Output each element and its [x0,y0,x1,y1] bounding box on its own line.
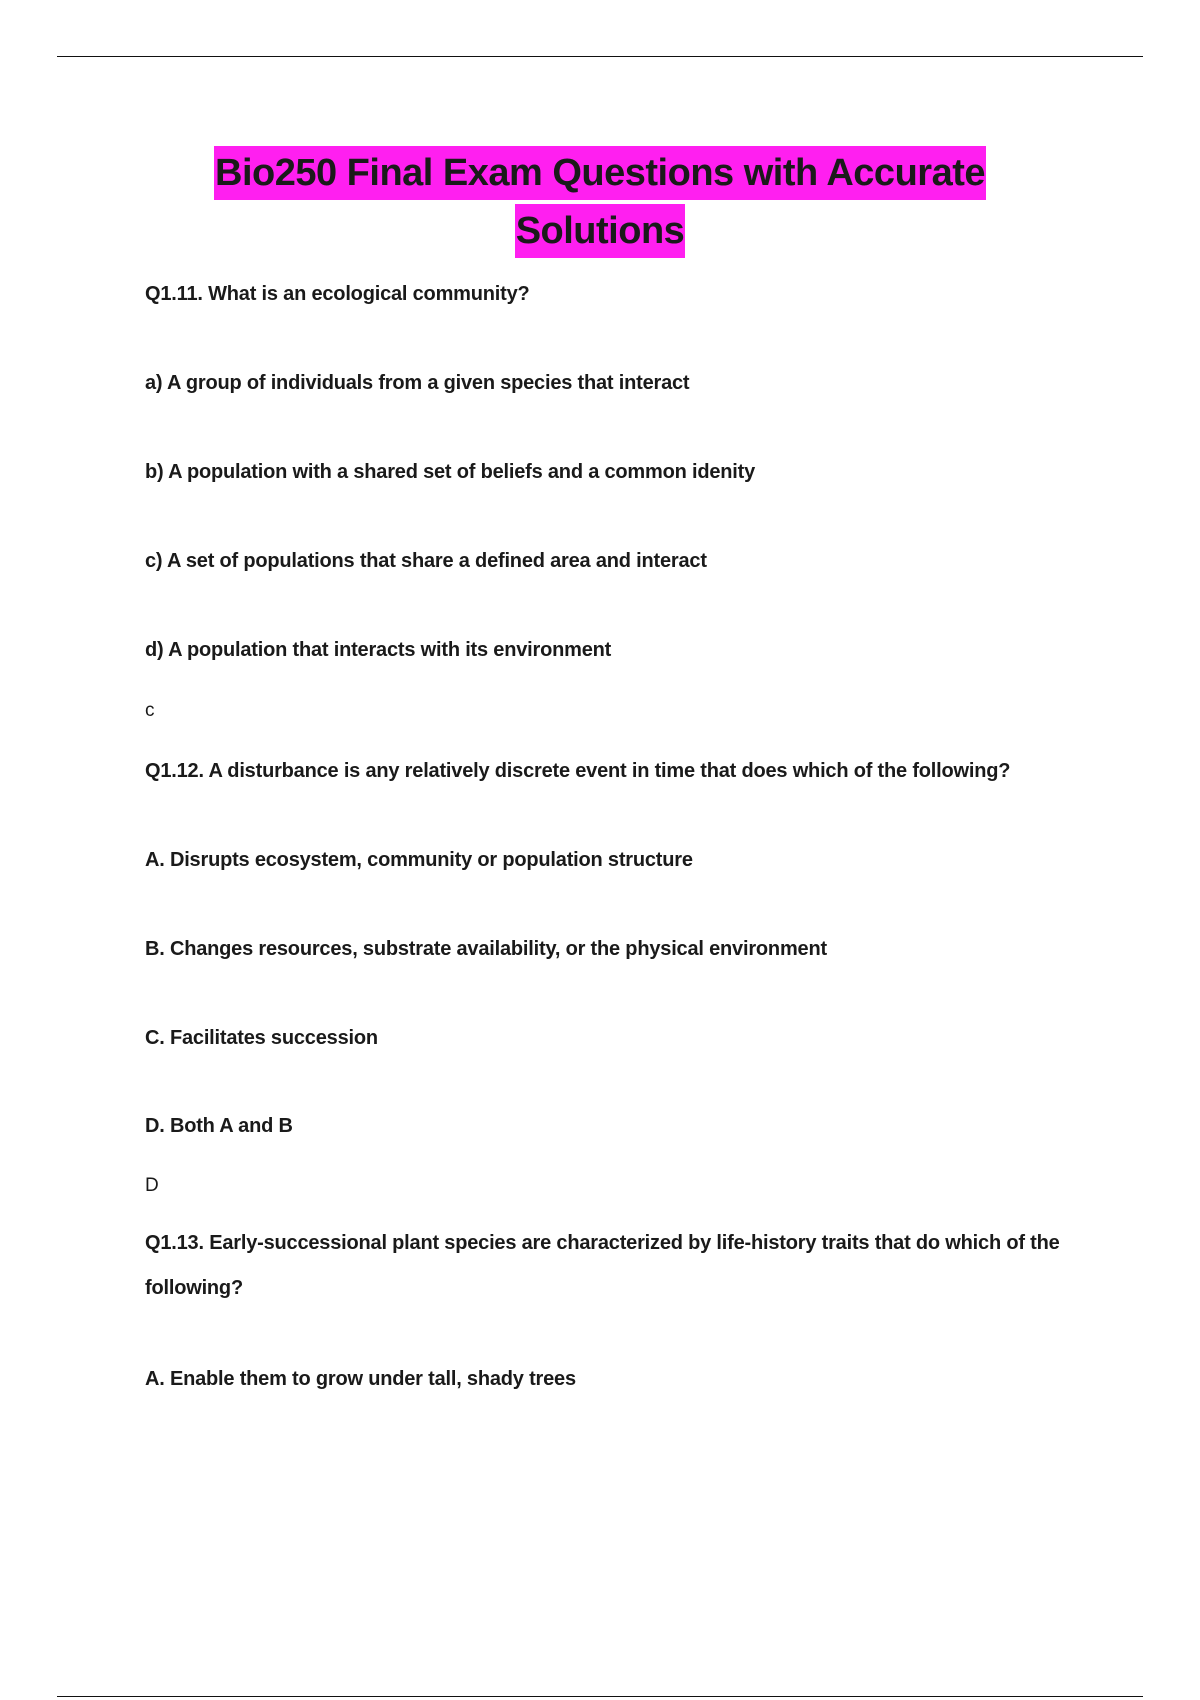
correct-answer: c [145,700,155,721]
question-prompt: Q1.13. Early-successional plant species are characterized by life-history traits that do which of the following? [145,1232,1060,1299]
header-rule [57,56,1143,57]
footer-rule [57,1696,1143,1697]
title-line-2: Solutions [515,204,686,258]
answer-option: B. Changes resources, substrate availability, or the physical environment [145,938,827,960]
answer-option: a) A group of individuals from a given species that interact [145,372,690,394]
answer-option: A. Disrupts ecosystem, community or population structure [145,849,693,871]
answer-option: A. Enable them to grow under tall, shady trees [145,1368,576,1390]
title-line-1: Bio250 Final Exam Questions with Accurate [214,146,986,200]
answer-option: b) A population with a shared set of beliefs and a common idenity [145,461,756,483]
answer-option: D. Both A and B [145,1115,293,1137]
answer-option: c) A set of populations that share a defined area and interact [145,550,707,572]
question-prompt: Q1.11. What is an ecological community? [145,283,530,305]
answer-option: d) A population that interacts with its environment [145,639,612,661]
answer-option: C. Facilitates succession [145,1027,378,1049]
question-prompt: Q1.12. A disturbance is any relatively discrete event in time that does which of the following? [145,760,1011,782]
correct-answer: D [145,1175,159,1196]
document-title [0,146,1200,262]
